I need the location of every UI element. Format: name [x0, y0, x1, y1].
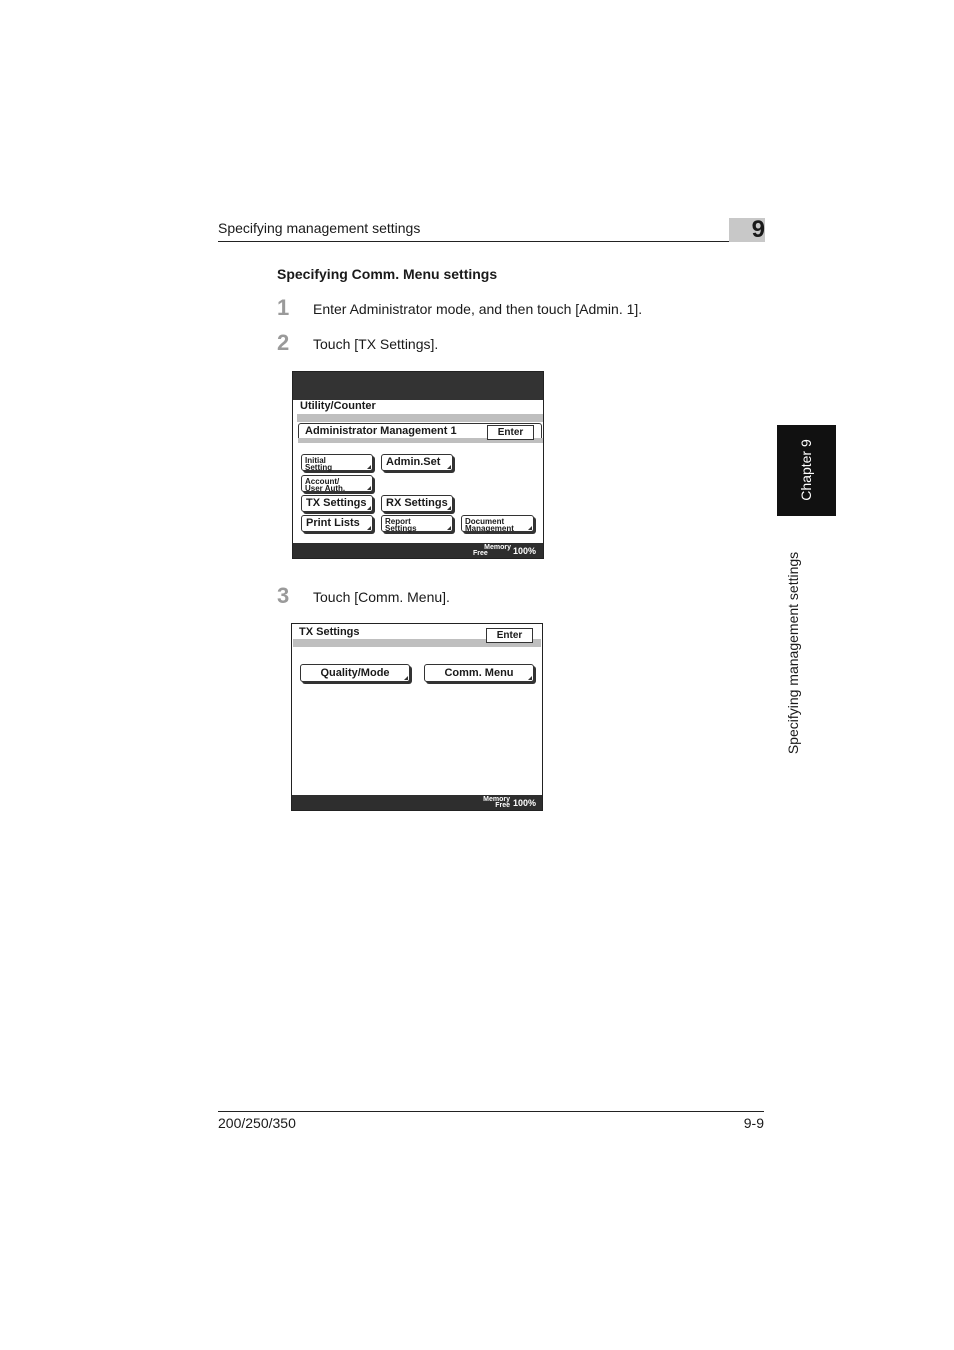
section-heading: Specifying Comm. Menu settings — [277, 266, 498, 282]
button-label-line: Document — [465, 517, 505, 526]
button-label: TX Settings — [306, 497, 367, 509]
memory-percent: 100% — [513, 546, 537, 556]
button-label-line: Management — [465, 524, 514, 533]
status-bar — [293, 543, 543, 558]
memory-percent: 100% — [513, 798, 537, 808]
corner-arrow-icon — [367, 465, 371, 469]
step-number: 2 — [277, 330, 290, 355]
corner-arrow-icon — [528, 526, 532, 530]
enter-button[interactable]: Enter — [486, 628, 533, 643]
report-settings-button[interactable] — [381, 515, 453, 532]
status-bar — [292, 795, 542, 810]
enter-button[interactable]: Enter — [487, 425, 534, 440]
title-divider — [297, 414, 543, 422]
button-label-line: Settings — [385, 524, 417, 533]
step-text: Touch [TX Settings]. — [313, 336, 439, 352]
footer-rule — [218, 1111, 764, 1112]
side-tab-chapter-label: Chapter 9 — [798, 439, 814, 501]
screen-title: TX Settings — [299, 626, 360, 638]
admin-management-screen — [292, 371, 544, 559]
button-label: Admin.Set — [386, 456, 441, 468]
button-label-line: Setting — [305, 463, 333, 472]
corner-arrow-icon — [447, 506, 451, 510]
screen-subtitle: Administrator Management 1 — [305, 425, 457, 437]
corner-arrow-icon — [447, 465, 451, 469]
side-tab-section-label: Specifying management settings — [785, 551, 801, 755]
button-label-line: Account/ — [305, 477, 340, 486]
button-label-line: User Auth. — [305, 484, 346, 493]
corner-arrow-icon — [404, 676, 408, 680]
button-label: RX Settings — [386, 497, 448, 509]
step-text: Touch [Comm. Menu]. — [313, 589, 450, 605]
free-label: Free — [473, 550, 488, 557]
button-label-line: Initial — [305, 456, 326, 465]
account-user-auth-button[interactable] — [301, 475, 373, 492]
button-label: Comm. Menu — [444, 667, 514, 679]
button-label: Quality/Mode — [320, 667, 390, 679]
admin-set-button[interactable] — [381, 454, 453, 471]
step-number: 3 — [277, 583, 290, 608]
step-text: Enter Administrator mode, and then touch [Admin. 1]. — [313, 301, 643, 317]
corner-arrow-icon — [528, 676, 532, 680]
corner-arrow-icon — [367, 506, 371, 510]
screen-title: Utility/Counter — [300, 400, 376, 412]
free-label: Free — [495, 802, 510, 809]
corner-arrow-icon — [367, 486, 371, 490]
rx-settings-button[interactable] — [381, 495, 453, 512]
running-header-title: Specifying management settings — [218, 220, 421, 236]
memory-label: Memory — [483, 796, 510, 803]
screen-top-bar — [293, 372, 543, 400]
comm-menu-button[interactable] — [424, 664, 534, 682]
button-label-line: Report — [385, 517, 411, 526]
button-label: Print Lists — [306, 517, 360, 529]
initial-setting-button[interactable] — [301, 454, 373, 471]
memory-label: Memory — [484, 544, 511, 551]
corner-arrow-icon — [447, 526, 451, 530]
memory-free-label — [469, 545, 511, 557]
footer-page-number: 9-9 — [743, 1115, 764, 1131]
memory-free-label — [468, 797, 510, 809]
chapter-number: 9 — [751, 216, 765, 243]
tx-settings-screen — [291, 623, 543, 811]
print-lists-button[interactable] — [301, 515, 373, 532]
document-management-button[interactable] — [461, 515, 534, 532]
step-number: 1 — [277, 295, 290, 320]
quality-mode-button[interactable] — [300, 664, 410, 682]
corner-arrow-icon — [367, 526, 371, 530]
tx-settings-button[interactable] — [301, 495, 373, 512]
footer-model: 200/250/350 — [218, 1115, 296, 1131]
header-rule — [218, 241, 764, 242]
